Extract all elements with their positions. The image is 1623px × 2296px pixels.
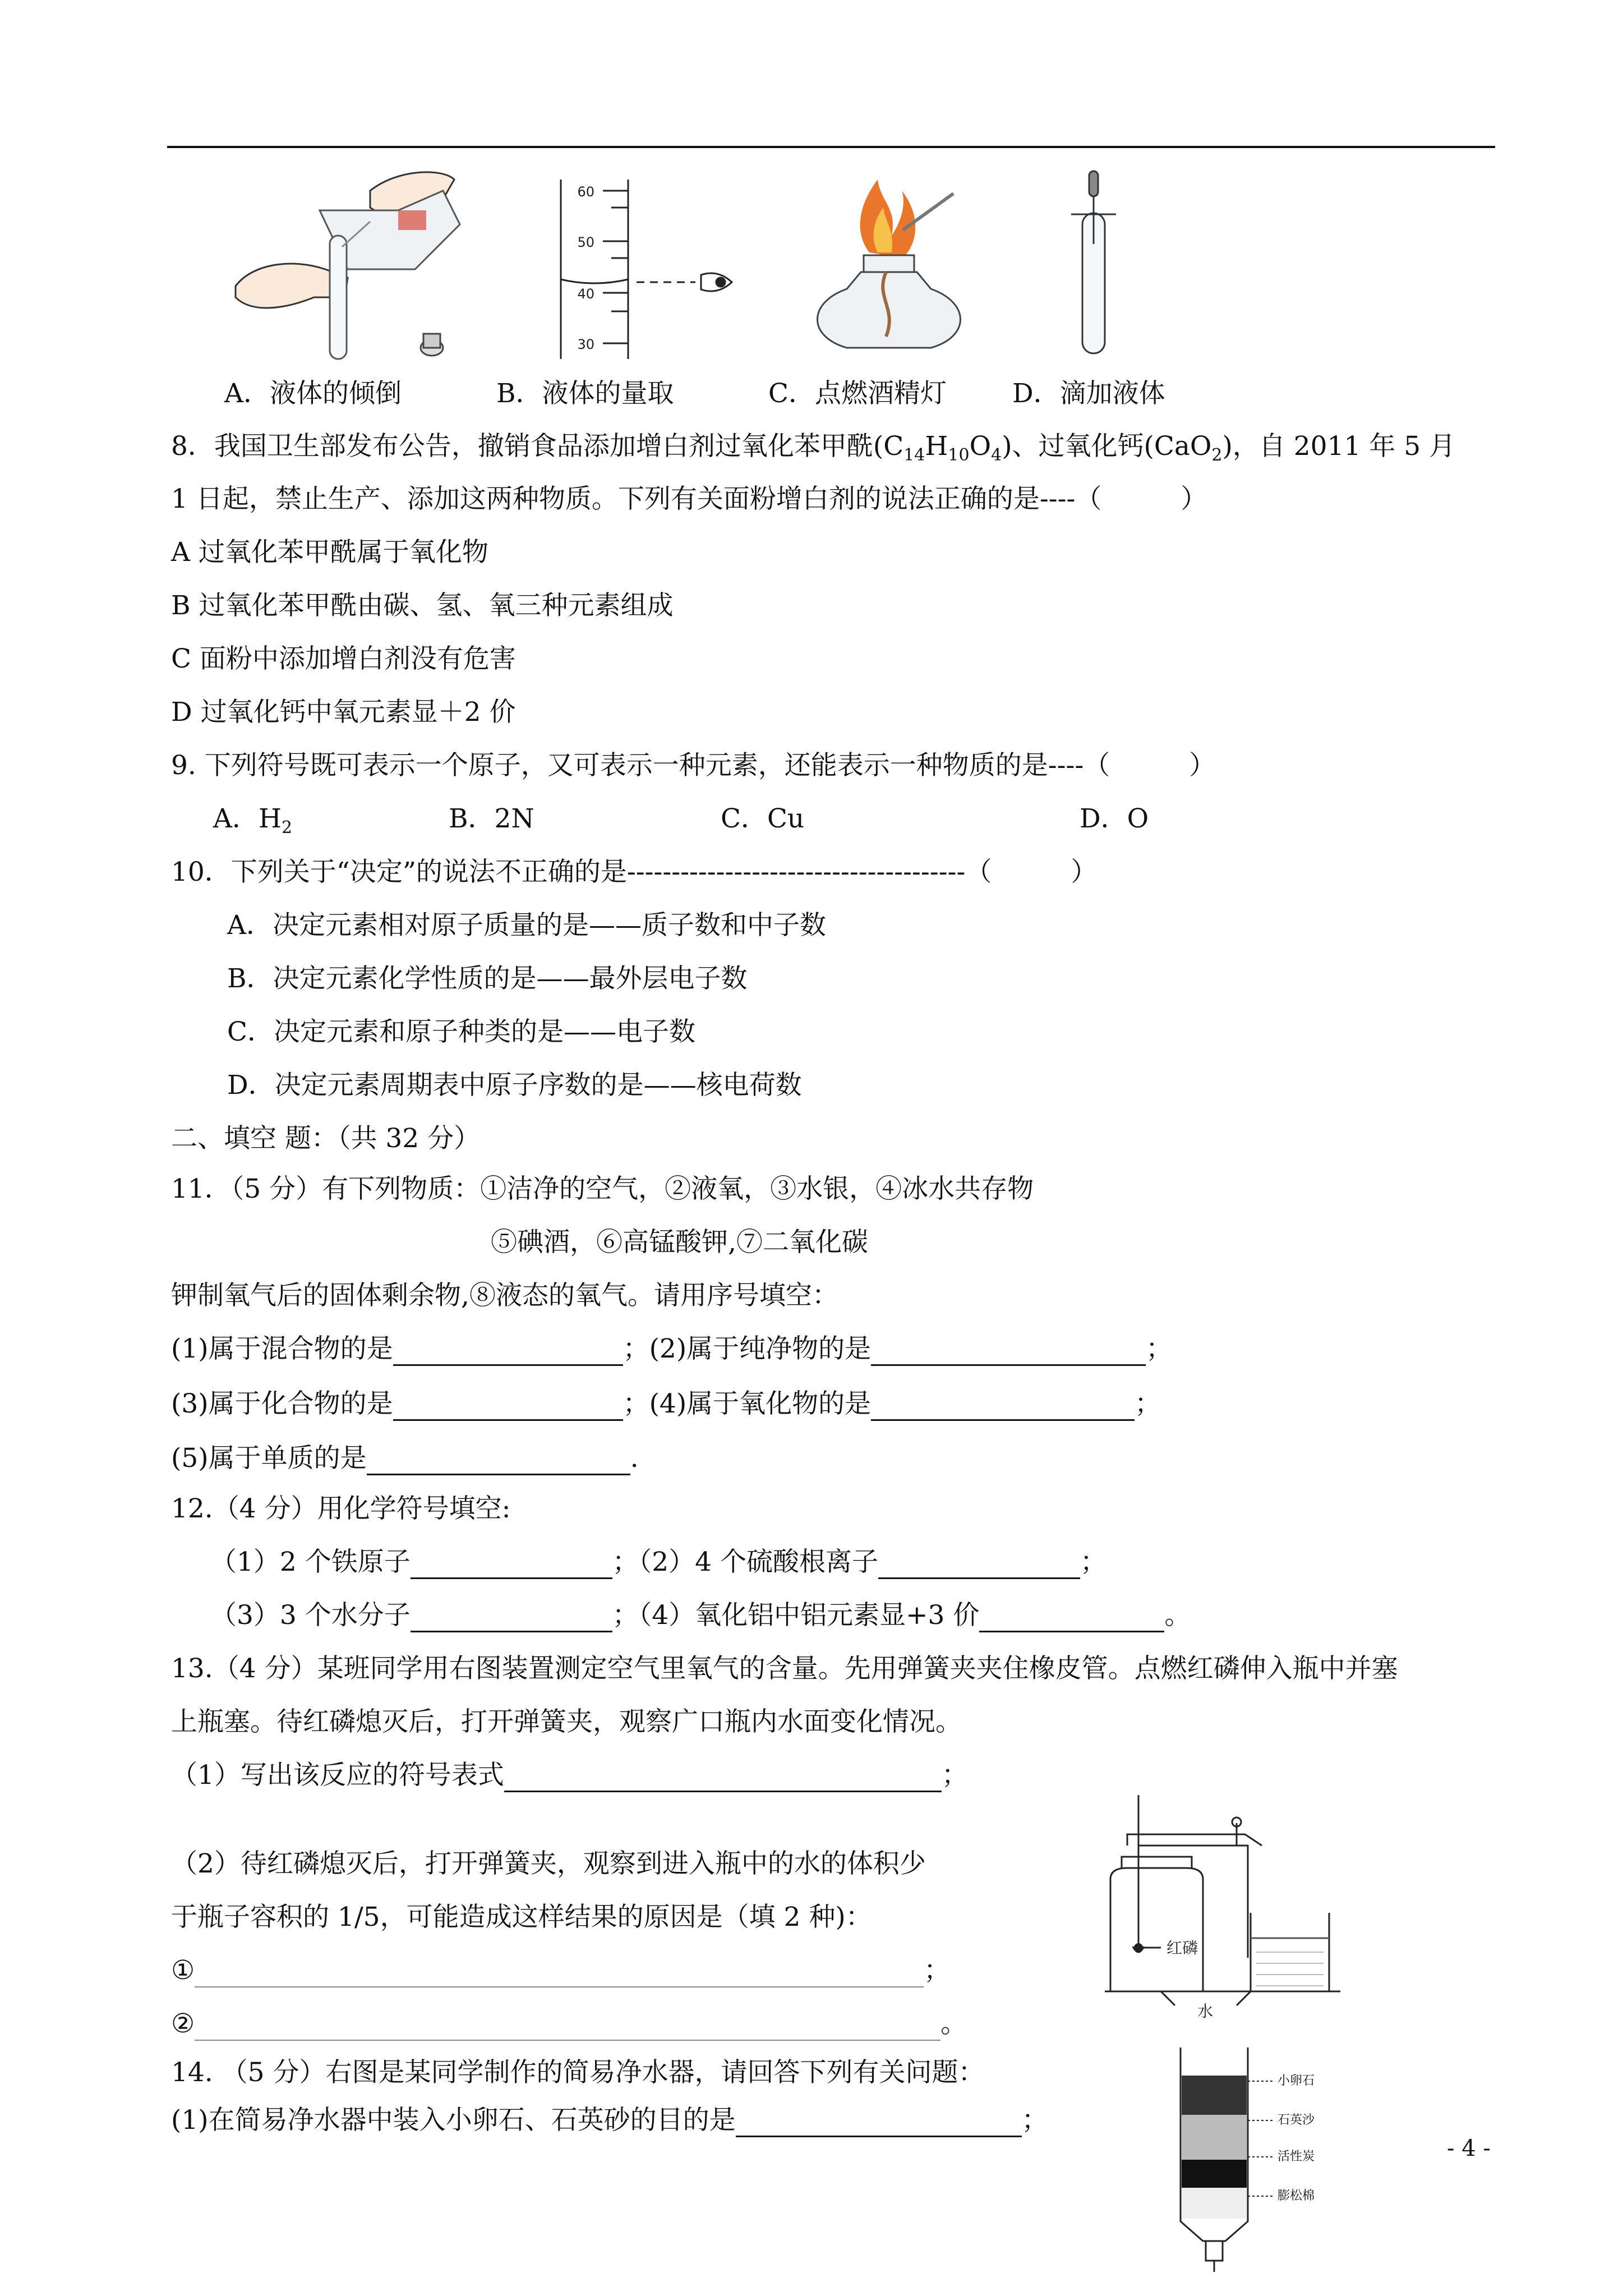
question-11-row3: (5)属于单质的是 . [171, 1442, 639, 1475]
answer-blank[interactable] [736, 2110, 1022, 2137]
question-12-row1: （1）2 个铁原子 ；（2）4 个硫酸根离子 ； [210, 1545, 1106, 1579]
question-9-option-b: B．2N [449, 803, 534, 834]
question-8-option-b: B 过氧化苯甲酰由碳、氢、氧三种元素组成 [171, 590, 674, 621]
answer-blank[interactable] [878, 1552, 1080, 1579]
answer-blank[interactable] [979, 1605, 1164, 1632]
question-13-line2: 上瓶塞。待红磷熄灭后，打开弹簧夹，观察广口瓶内水面变化情况。 [171, 1706, 962, 1737]
question-10-option-c: C．决定元素和原子种类的是——电子数 [227, 1016, 695, 1047]
question-11-row2: (3)属于化合物的是 ；(4)属于氧化物的是 ； [171, 1387, 1161, 1421]
figure-simple-water-purifier [1169, 2042, 1259, 2277]
figure-dropper-test-tube [1054, 163, 1138, 365]
answer-blank[interactable] [195, 1961, 924, 1987]
figure-alcohol-lamp [808, 168, 981, 365]
figure-purifier-leader-lines [1248, 2076, 1276, 2221]
cylinder-tick-50: 50 [577, 234, 594, 250]
question-10-option-a: A．决定元素相对原子质量的是——质子数和中子数 [227, 910, 826, 941]
figure-graduated-cylinder [538, 168, 751, 365]
question-8-option-c: C 面粉中添加增白剂没有危害 [171, 643, 516, 674]
answer-blank[interactable] [367, 1448, 630, 1475]
answer-blank[interactable] [871, 1393, 1135, 1421]
question-10-option-b: B．决定元素化学性质的是——最外层电子数 [227, 963, 748, 994]
header-rule [167, 146, 1495, 148]
question-8-stem-line1: 8．我国卫生部发布公告，撤销食品添加增白剂过氧化苯甲酰$(C_{14}H_{10}O_4)$、过氧化钙(CaO$_2$)，自 2011 年 5 月 [171, 431, 1456, 465]
question-13-part2-line1: （2）待红磷熄灭后，打开弹簧夹，观察到进入瓶中的水的体积少 [171, 1848, 926, 1879]
answer-blank[interactable] [393, 1338, 623, 1366]
question-11-line1: 11．（5 分）有下列物质：①洁净的空气，②液氧，③水银，④冰水共存物 [171, 1174, 1034, 1204]
answer-blank[interactable] [411, 1605, 612, 1632]
question-9-option-a: A．$H_2$ [213, 803, 293, 838]
question-13-part2-line2: 于瓶子容积的 1/5，可能造成这样结果的原因是（填 2 种)： [171, 1902, 872, 1932]
answer-blank[interactable] [871, 1338, 1146, 1366]
question-10-option-d: D．决定元素周期表中原子序数的是——核电荷数 [227, 1070, 802, 1101]
question-11-line3: 钾制氧气后的固体剩余物,⑧液态的氧气。请用序号填空： [171, 1280, 838, 1311]
question-13-cause1: ① ； [171, 1954, 950, 1987]
question-8-stem-line2: 1 日起，禁止生产、添加这两种物质。下列有关面粉增白剂的说法正确的是----（ ） [171, 484, 1207, 514]
section-2-title: 二、填空 题：（共 32 分） [171, 1123, 481, 1154]
answer-blank[interactable] [504, 1765, 942, 1792]
question-13-cause2: ② 。 [171, 2007, 967, 2041]
purifier-layer-quartz-sand: 石英沙 [1278, 2113, 1315, 2127]
question-8-option-a: A 过氧化苯甲酰属于氧化物 [171, 537, 488, 568]
question-11-line2: ⑤碘酒，⑥高锰酸钾,⑦二氧化碳 [491, 1227, 868, 1258]
figure-oxygen-measurement-apparatus [1094, 1789, 1352, 2025]
figure-d-caption: D．滴加液体 [1012, 378, 1165, 409]
answer-blank[interactable] [411, 1552, 612, 1579]
question-9-option-c: C．Cu [721, 803, 805, 834]
purifier-layer-pebbles: 小卵石 [1278, 2074, 1315, 2088]
cylinder-tick-60: 60 [577, 184, 594, 200]
purifier-layer-cotton: 膨松棉 [1278, 2189, 1315, 2203]
question-12-row2: （3）3 个水分子 ；（4）氧化铝中铝元素显+3 价 。 [210, 1599, 1191, 1632]
question-12-title: 12.（4 分）用化学符号填空: [171, 1493, 511, 1524]
cylinder-tick-40: 40 [577, 286, 594, 302]
figure-pouring-liquid [230, 157, 465, 365]
figure-a-caption: A．液体的倾倒 [224, 378, 402, 409]
figure-water-label: 水 [1197, 2002, 1214, 2021]
question-10-stem: 10．下列关于“决定”的说法不正确的是--------------------------------------（ ） [171, 857, 1098, 887]
question-14-line1: 14. （5 分）右图是某同学制作的简易净水器，请回答下列有关问题： [171, 2057, 985, 2088]
figure-c-caption: C．点燃酒精灯 [768, 378, 947, 409]
question-11-row1: (1)属于混合物的是 ；(2)属于纯净物的是 ； [171, 1332, 1172, 1366]
question-13-line1: 13.（4 分）某班同学用右图装置测定空气里氧气的含量。先用弹簧夹夹住橡皮管。点燃红磷伸入瓶中并塞 [171, 1653, 1398, 1684]
question-9-option-d: D．O [1080, 803, 1149, 834]
answer-blank[interactable] [195, 2014, 940, 2041]
cylinder-tick-30: 30 [577, 337, 594, 352]
question-14-part1: (1)在简易净水器中装入小卵石、石英砂的目的是 ； [171, 2104, 1048, 2137]
figure-red-phosphorus-label: 红磷 [1166, 1939, 1198, 1957]
purifier-layer-activated-carbon: 活性炭 [1278, 2150, 1315, 2164]
answer-blank[interactable] [393, 1393, 623, 1421]
question-13-part1: （1）写出该反应的符号表式 ； [171, 1759, 968, 1792]
question-9-stem: 9. 下列符号既可表示一个原子，又可表示一种元素，还能表示一种物质的是----（ ） [171, 750, 1216, 781]
figure-b-caption: B．液体的量取 [496, 378, 674, 409]
page-number: - 4 - [1447, 2136, 1491, 2161]
question-8-option-d: D 过氧化钙中氧元素显＋2 价 [171, 697, 516, 728]
